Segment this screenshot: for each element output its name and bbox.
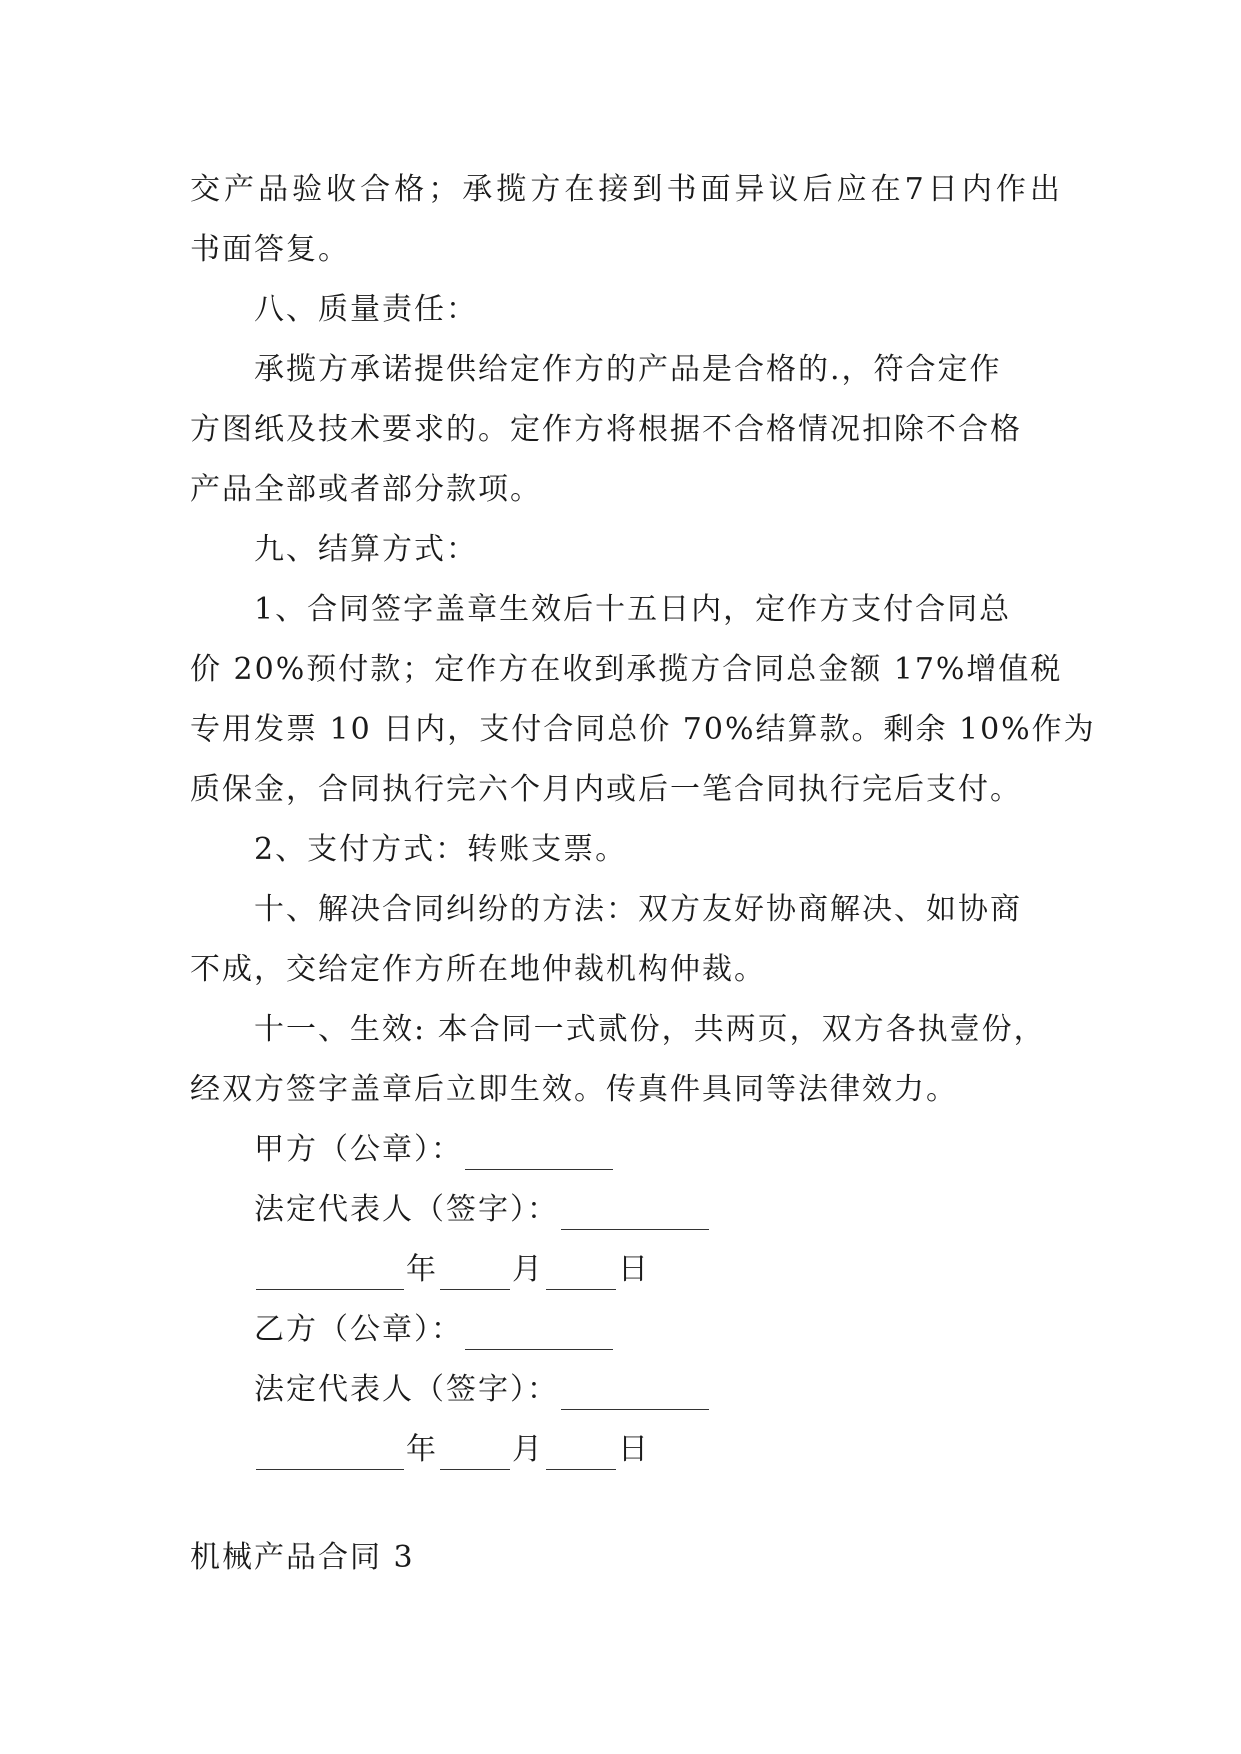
day-label: 日 <box>618 1432 650 1467</box>
section-heading-quality: 八、质量责任： <box>254 292 478 327</box>
next-section-title: 机械产品合同 3 <box>190 1540 415 1575</box>
paragraph-line: 专用发票 10 日内，支付合同总价 70%结算款。剩余 10%作为 <box>190 712 1096 747</box>
glyph: 到 <box>632 172 663 207</box>
paragraph-line: 价 20%预付款；定作方在收到承揽方合同总金额 17%增值税 <box>190 652 1063 687</box>
month-label: 月 <box>512 1252 544 1287</box>
glyph: 日 <box>927 172 958 207</box>
party-b-seal-blank[interactable] <box>465 1319 613 1350</box>
paragraph-line: 1、合同签字盖章生效后十五日内，定作方支付合同总 <box>254 592 1012 627</box>
party-a-day-blank[interactable] <box>546 1259 616 1290</box>
glyph: 交 <box>190 172 220 207</box>
glyph: 书 <box>666 172 697 207</box>
glyph: 品 <box>258 172 289 207</box>
party-a-year-blank[interactable] <box>256 1259 404 1290</box>
glyph: 格 <box>394 172 425 207</box>
party-b-day-blank[interactable] <box>546 1439 616 1470</box>
glyph: 出 <box>1029 172 1060 207</box>
party-a-rep-blank[interactable] <box>561 1199 709 1230</box>
glyph: 异 <box>734 172 765 207</box>
glyph: 产 <box>224 172 255 207</box>
glyph: 在 <box>564 172 595 207</box>
party-b-month-blank[interactable] <box>440 1439 510 1470</box>
party-b-seal-row <box>190 1300 1060 1360</box>
glyph: 在 <box>870 172 901 207</box>
glyph: 揽 <box>496 172 527 207</box>
paragraph-line: 书面答复。 <box>190 232 350 267</box>
party-b-rep-label: 法定代表人（签字）： <box>254 1372 559 1407</box>
glyph: 方 <box>530 172 561 207</box>
party-a-rep-label: 法定代表人（签字）： <box>254 1192 559 1227</box>
section-heading-dispute: 十、解决合同纠纷的方法：双方友好协商解决、如协商 <box>254 892 1022 927</box>
month-label: 月 <box>512 1432 544 1467</box>
party-a-seal-row <box>190 1120 1060 1180</box>
party-a-month-blank[interactable] <box>440 1259 510 1290</box>
glyph: 应 <box>836 172 867 207</box>
glyph: 收 <box>326 172 357 207</box>
glyph: ； <box>428 172 459 207</box>
party-a-date-row <box>190 1240 1060 1300</box>
paragraph-line: 经双方签字盖章后立即生效。传真件具同等法律效力。 <box>190 1072 958 1107</box>
glyph: 验 <box>292 172 323 207</box>
paragraph-line: 承揽方承诺提供给定作方的产品是合格的.，符合定作 <box>254 352 1002 387</box>
paragraph-line <box>190 160 1060 220</box>
glyph: 作 <box>995 172 1026 207</box>
day-label: 日 <box>618 1252 650 1287</box>
glyph: 议 <box>768 172 799 207</box>
glyph: 后 <box>802 172 833 207</box>
paragraph-line: 产品全部或者部分款项。 <box>190 472 542 507</box>
glyph: 接 <box>598 172 629 207</box>
party-a-seal-label: 甲方（公章）： <box>254 1132 463 1167</box>
paragraph-line: 不成，交给定作方所在地仲裁机构仲裁。 <box>190 952 766 987</box>
section-heading-effect: 十一、生效: 本合同一式贰份，共两页，双方各执壹份， <box>254 1012 1046 1047</box>
party-b-rep-row <box>190 1360 1060 1420</box>
paragraph-line: 2、支付方式：转账支票。 <box>254 832 628 867</box>
party-b-date-row <box>190 1420 1060 1480</box>
section-heading-settlement: 九、结算方式： <box>254 532 478 567</box>
year-label: 年 <box>406 1252 438 1287</box>
glyph: 7 <box>904 172 924 207</box>
paragraph-line: 质保金，合同执行完六个月内或后一笔合同执行完后支付。 <box>190 772 1022 807</box>
glyph: 合 <box>360 172 391 207</box>
party-b-year-blank[interactable] <box>256 1439 404 1470</box>
party-a-rep-row <box>190 1180 1060 1240</box>
year-label: 年 <box>406 1432 438 1467</box>
glyph: 内 <box>961 172 992 207</box>
section-spacer <box>190 1480 1060 1528</box>
paragraph-line: 方图纸及技术要求的。定作方将根据不合格情况扣除不合格 <box>190 412 1022 447</box>
glyph: 面 <box>700 172 731 207</box>
party-b-seal-label: 乙方（公章）： <box>254 1312 463 1347</box>
party-a-seal-blank[interactable] <box>465 1139 613 1170</box>
glyph: 承 <box>462 172 493 207</box>
contract-body <box>190 160 1096 1588</box>
party-b-rep-blank[interactable] <box>561 1379 709 1410</box>
